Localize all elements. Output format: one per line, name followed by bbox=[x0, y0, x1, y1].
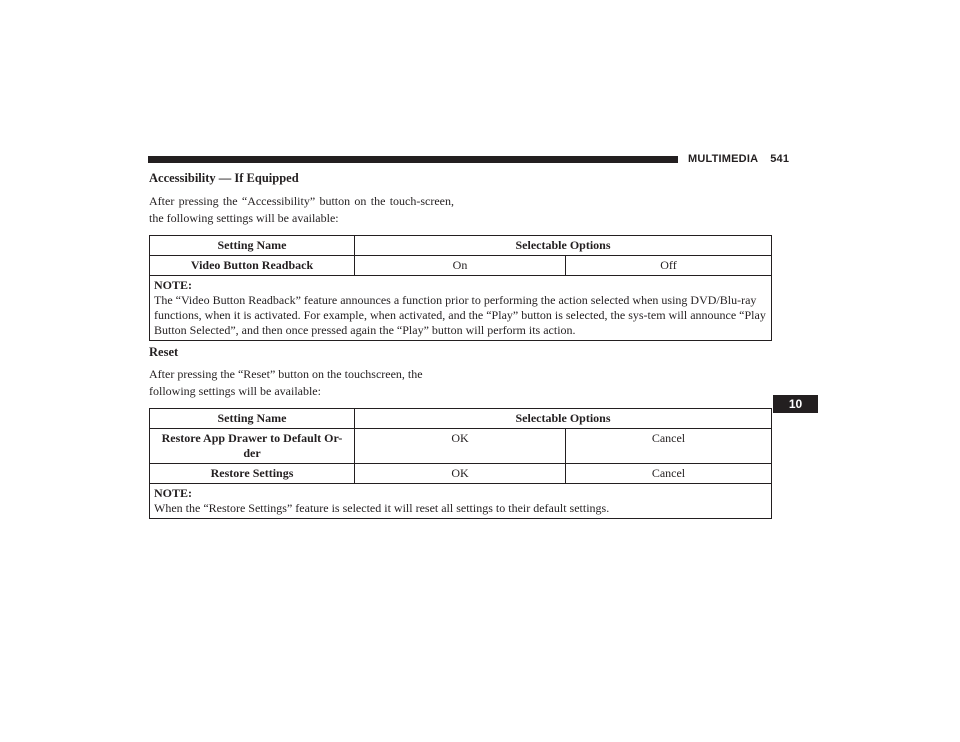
option-cell: OK bbox=[355, 464, 566, 484]
table-row bbox=[150, 429, 772, 464]
table-header-row bbox=[150, 236, 772, 256]
reset-intro: After pressing the “Reset” button on the touchscreen, the following settings will be available: bbox=[149, 367, 423, 398]
chapter-tab: 10 bbox=[773, 395, 818, 413]
accessibility-heading: Accessibility — If Equipped bbox=[149, 171, 299, 185]
column-header-selectable-options: Selectable Options bbox=[355, 236, 772, 256]
accessibility-intro: After pressing the “Accessibility” button on the touch-screen, the following settings will be available: bbox=[149, 194, 454, 225]
option-cell: Cancel bbox=[566, 429, 772, 464]
accessibility-settings-table bbox=[149, 235, 772, 341]
setting-name-cell: Restore App Drawer to Default Or-der bbox=[150, 429, 355, 464]
header-rule bbox=[148, 156, 678, 163]
note-cell bbox=[150, 276, 772, 341]
setting-name-cell: Video Button Readback bbox=[150, 256, 355, 276]
running-header bbox=[688, 153, 789, 165]
page-number: 541 bbox=[770, 153, 790, 165]
column-header-selectable-options: Selectable Options bbox=[355, 409, 772, 429]
setting-name-cell: Restore Settings bbox=[150, 464, 355, 484]
note-cell bbox=[150, 484, 772, 519]
note-label: NOTE: bbox=[154, 278, 193, 292]
note-text: When the “Restore Settings” feature is selected it will reset all settings to their default settings. bbox=[154, 501, 610, 515]
table-row bbox=[150, 464, 772, 484]
table-header-row bbox=[150, 409, 772, 429]
reset-settings-table bbox=[149, 408, 772, 519]
note-label: NOTE: bbox=[154, 486, 193, 500]
section-title: MULTIMEDIA bbox=[688, 153, 759, 165]
option-cell: OK bbox=[355, 429, 566, 464]
note-row bbox=[150, 484, 772, 519]
column-header-setting-name: Setting Name bbox=[150, 236, 355, 256]
table-row bbox=[150, 256, 772, 276]
note-text: The “Video Button Readback” feature announces a function prior to performing the action selected when using DVD/Blu-ray functions, when it is activated. For example, when activated, and the “Play” button is selected, the sys-tem will announce “Play Button Selected”, and then once pressed again the “Play” button will perform its action. bbox=[154, 293, 766, 337]
column-header-setting-name: Setting Name bbox=[150, 409, 355, 429]
note-row bbox=[150, 276, 772, 341]
option-cell: Off bbox=[566, 256, 772, 276]
option-cell: Cancel bbox=[566, 464, 772, 484]
option-cell: On bbox=[355, 256, 566, 276]
reset-heading: Reset bbox=[149, 345, 179, 359]
